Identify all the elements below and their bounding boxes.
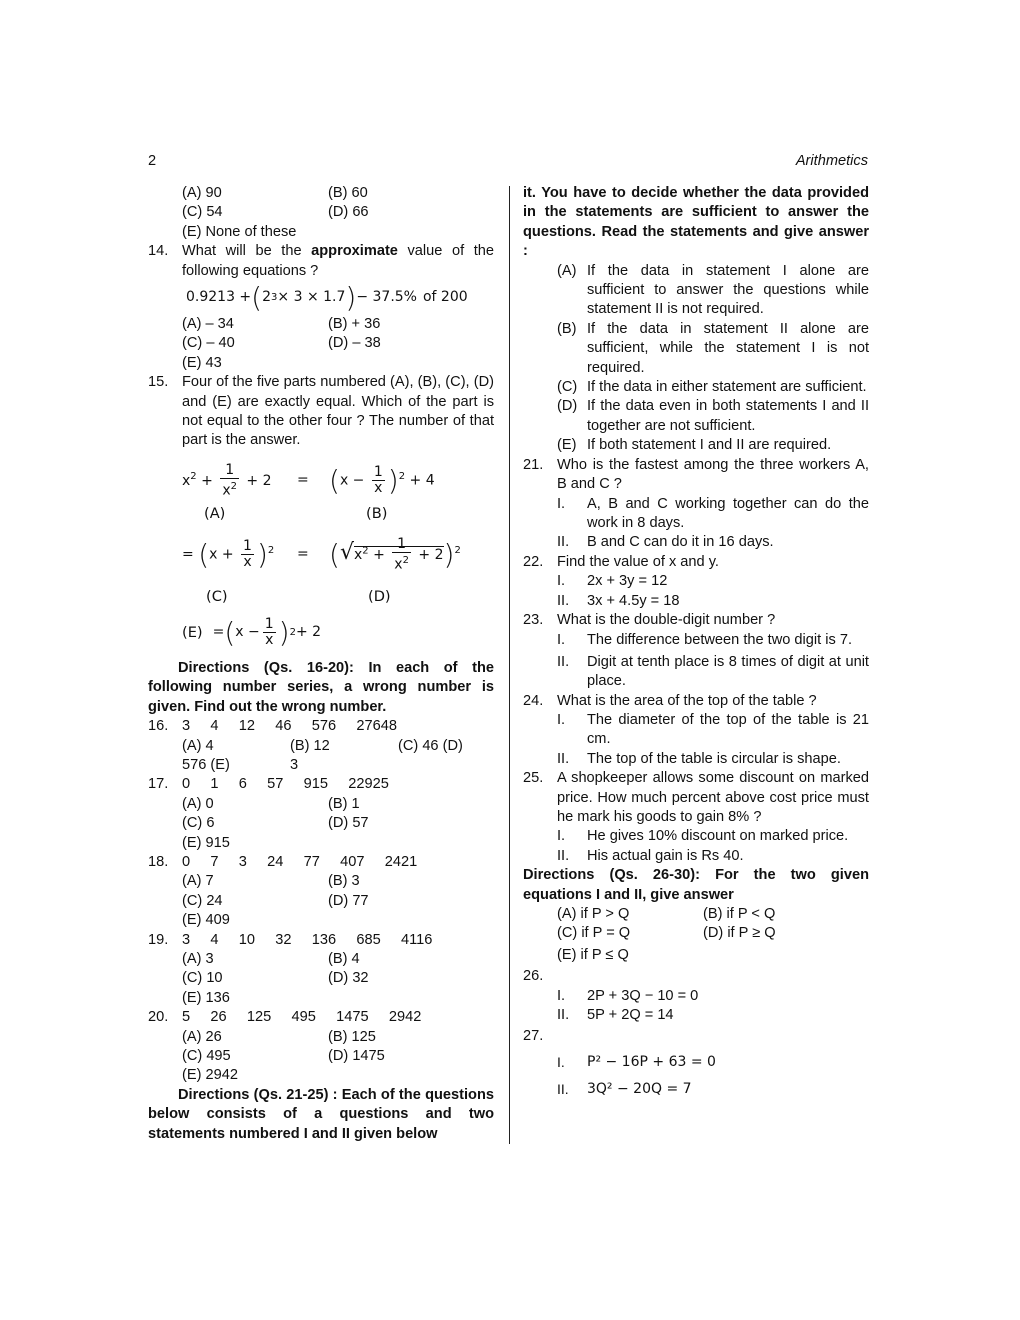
question-14 <box>148 242 494 315</box>
option-c: (C) 46 (D) <box>398 737 463 754</box>
eq-a: $x^2$ + $\frac{1}{x^2}$ + 2 <box>182 462 272 499</box>
option-e: (E) 409 <box>182 912 230 929</box>
option-b: (B) 3 <box>328 873 360 890</box>
q19-options <box>148 950 494 1008</box>
question-22: 22. Find the value of x and y. <box>523 553 869 572</box>
option-c: (C) 10 <box>182 970 223 987</box>
q14-expression: 0.9213 + ( 2 3 × 3 × 1.7 ) − 37.5% of 200 <box>186 281 468 315</box>
q26-30-options <box>523 905 869 965</box>
option-c: (C) if P = Q <box>557 925 631 942</box>
option-d-cont: 576 (E) <box>182 756 230 773</box>
label-b: (B) <box>366 504 388 522</box>
question-18 <box>148 853 494 872</box>
option-e: (E) 43 <box>182 354 222 371</box>
q18-options <box>148 872 494 930</box>
left-column <box>148 184 494 1144</box>
question-17 <box>148 775 494 794</box>
q14-options <box>148 315 494 373</box>
question-16 <box>148 717 494 736</box>
question-number: 16. <box>148 718 169 735</box>
statement-1: I. The difference between the two digit is 7. <box>557 632 853 649</box>
question-23: 23. What is the double-digit number ? <box>523 611 869 630</box>
eq-d: ($√x^2$ + $\frac{1}{x^2}$ + 2)$^2$ <box>329 536 461 573</box>
eq-row-ab: $x^2$ + $\frac{1}{x^2}$ + 2 = (x − $\frac{1}{x}$ )$^2$ + 4 <box>182 462 435 499</box>
column-divider <box>509 186 510 1144</box>
statement-2: II. 3Q² − 20Q = 7 <box>557 1081 692 1098</box>
statement-2: II. 5P + 2Q = 14 <box>557 1007 674 1024</box>
question-number: 19. <box>148 931 169 948</box>
option-a: (A) 3 <box>182 950 214 967</box>
question-text: What is the area of the top of the table ? <box>557 692 817 709</box>
option-a: (A) – 34 <box>182 316 234 333</box>
question-25: 25. A shopkeeper allows some discount on marked price. How much percent above cost price must he mark his goods to gain 8% ? <box>523 769 869 827</box>
question-text: Who is the fastest among the three workers A, B and C ? <box>557 456 869 493</box>
eq-e: (E) = ( x − $\frac{1}{x}$ ) 2 + 2 <box>182 616 322 650</box>
option-e: (E) 136 <box>182 989 230 1006</box>
option-d: (D) if P ≥ Q <box>703 925 776 942</box>
question-number: 15. <box>148 374 169 391</box>
option-b: (B) + 36 <box>328 316 381 333</box>
choice-c: (C) If the data in either statement are sufficient. <box>557 379 867 396</box>
statement-2: II. 3x + 4.5y = 18 <box>557 592 680 609</box>
running-title: Arithmetics <box>795 153 868 169</box>
statement-1: I. A, B and C working together can do the work in 8 days. <box>557 495 869 531</box>
directions-26-30: Directions (Qs. 26-30): For the two given equations I and II, give answer <box>523 867 869 903</box>
option-b: (B) 12 <box>290 737 330 754</box>
label-c: (C) <box>206 587 228 605</box>
option-b: (B) 4 <box>328 950 360 967</box>
number-series: 3 4 10 32 136 685 4116 <box>182 931 433 948</box>
statement-1: I. P² − 16P + 63 = 0 <box>557 1053 716 1070</box>
eq-b: (x − $\frac{1}{x}$ )$^2$ + 4 <box>329 464 435 498</box>
q16-options <box>148 737 494 776</box>
q15-equations <box>148 457 494 659</box>
right-column <box>523 184 869 1100</box>
directions-16-20: Directions (Qs. 16-20): In each of the following number series, a wrong number is given. Find out the wrong number. <box>148 659 494 715</box>
option-e: (E) 2942 <box>182 1067 238 1084</box>
option-d: (D) 32 <box>328 970 369 987</box>
statement-2: II. His actual gain is Rs 40. <box>557 847 744 864</box>
number-series: 3 4 12 46 576 27648 <box>182 718 397 735</box>
label-a: (A) <box>204 504 226 522</box>
number-series: 0 7 3 24 77 407 2421 <box>182 853 418 870</box>
question-number: 20. <box>148 1009 169 1026</box>
number-series: 0 1 6 57 915 22925 <box>182 776 389 793</box>
statement-2: II. The top of the table is circular is shape. <box>557 750 841 767</box>
option-a: (A) if P > Q <box>557 906 630 923</box>
question-26: 26. <box>523 968 544 985</box>
option-a: (A) 4 <box>182 737 214 754</box>
option-b: (B) 1 <box>328 795 360 812</box>
option-d: (D) 57 <box>328 815 369 832</box>
option-a: (A) 26 <box>182 1028 222 1045</box>
question-text: A shopkeeper allows some discount on marked price. How much percent above cost price must he mark his goods to gain 8% ? <box>557 770 869 825</box>
statement-1: I. The diameter of the top of the table is 21 cm. <box>557 711 869 748</box>
option-e: (E) None of these <box>182 223 297 240</box>
option-e: (E) 915 <box>182 834 230 851</box>
choice-d: (D) If the data even in both statements I and II together are not sufficient. <box>557 398 869 434</box>
number-series: 5 26 125 495 1475 2942 <box>182 1009 422 1026</box>
question-21: 21. Who is the fastest among the three workers A, B and C ? <box>523 456 869 495</box>
option-e: 3 <box>290 756 299 773</box>
question-text: What is the double-digit number ? <box>557 611 776 628</box>
choice-e: (E) If both statement I and II are required. <box>557 437 832 454</box>
question-15 <box>148 373 494 451</box>
statement-1: I. He gives 10% discount on marked price. <box>557 828 849 845</box>
directions-21-25: Directions (Qs. 21-25) : Each of the questions below consists of a questions and two statements numbered I and II given below <box>148 1086 494 1142</box>
question-24: 24. What is the area of the top of the table ? <box>523 692 869 711</box>
answer-choices <box>523 262 869 456</box>
statement-1: I. 2P + 3Q − 10 = 0 <box>557 987 699 1004</box>
q13-options <box>148 184 494 242</box>
option-c: (C) 24 <box>182 892 223 909</box>
option-b: (B) 125 <box>328 1028 376 1045</box>
option-b: (B) 60 <box>328 185 368 201</box>
question-number: 17. <box>148 776 169 793</box>
eq-c: = (x + $\frac{1}{x}$ )$^2$ <box>182 538 275 572</box>
option-c: (C) – 40 <box>182 335 235 352</box>
question-text: What will be the approximate value of the following equations ? <box>182 243 494 279</box>
question-text: Find the value of x and y. <box>557 553 719 570</box>
option-a: (A) 0 <box>182 795 214 812</box>
statement-1: I. 2x + 3y = 12 <box>557 573 668 590</box>
option-c: (C) 54 <box>182 204 223 221</box>
option-c: (C) 6 <box>182 815 215 832</box>
question-text: Four of the five parts numbered (A), (B), (C), (D) and (E) are exactly equal. Which of the part is not equal to the other four ? The number of that part is the answer. <box>182 374 494 449</box>
option-d: (D) 77 <box>328 892 369 909</box>
statement-2: II. B and C can do it in 16 days. <box>557 534 774 551</box>
label-d: (D) <box>368 587 391 605</box>
q17-options <box>148 795 494 853</box>
eq-row-cd: = (x + $\frac{1}{x}$ )$^2$ = ($√x^2$ + $\frac{1}{x^2}$ + 2)$^2$ <box>182 536 461 573</box>
page-number: 2 <box>148 153 157 169</box>
question-number: 18. <box>148 853 169 870</box>
question-27: 27. <box>523 1028 544 1045</box>
choice-a: (A) If the data in statement I alone are sufficient to answer the questions while statement II is not required. <box>557 262 869 318</box>
option-d: (D) 66 <box>328 204 369 221</box>
option-d: (D) 1475 <box>328 1048 385 1064</box>
question-19 <box>148 931 494 950</box>
q20-options <box>148 1028 494 1086</box>
option-b: (B) if P < Q <box>703 906 776 923</box>
question-20 <box>148 1008 494 1027</box>
question-number: 14. <box>148 243 169 260</box>
option-a: (A) 7 <box>182 873 214 890</box>
option-e: (E) if P ≤ Q <box>557 946 629 963</box>
option-d: (D) – 38 <box>328 335 381 352</box>
choice-b: (B) If the data in statement II alone are sufficient, while the statement I is not required. <box>557 320 869 376</box>
statement-2: II. Digit at tenth place is 8 times of digit at unit place. <box>557 653 869 690</box>
option-c: (C) 495 <box>182 1048 231 1064</box>
option-a: (A) 90 <box>182 185 222 201</box>
directions-21-25-cont: it. You have to decide whether the data provided in the statements are sufficient to answer the questions. Read the statements and give answer : <box>523 185 869 260</box>
